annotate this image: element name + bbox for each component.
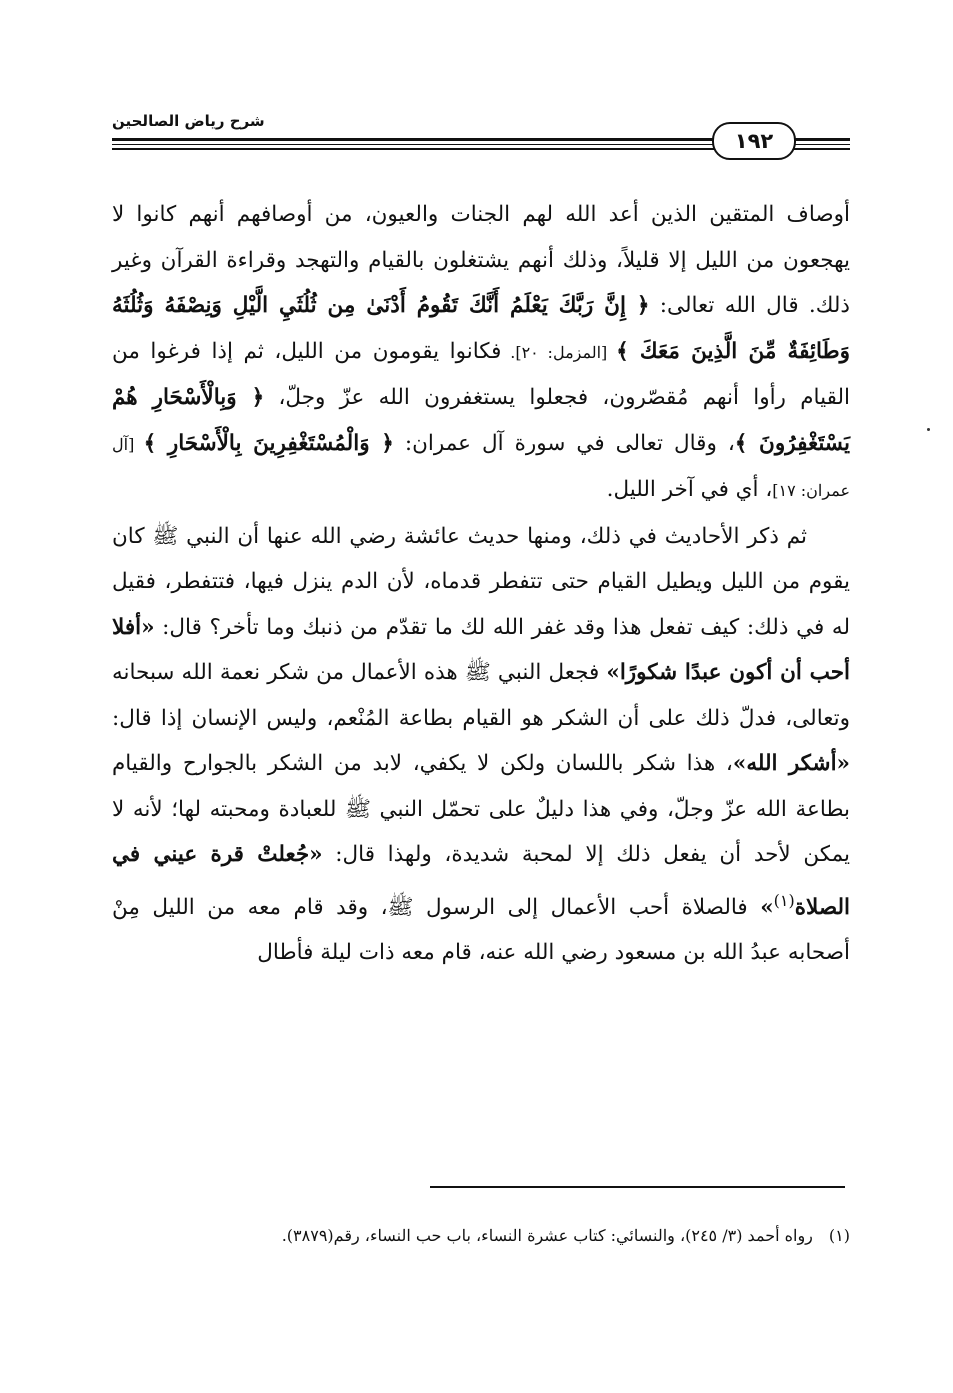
text-run: أوصاف المتقين الذين أعد الله لهم الجنات والعيون، من أوصافهم أنهم كانوا لا يهجعون من الليل إلا قليلاً، وذلك أنهم يشتغلون بالقيام والتهجد وقراءة القرآن وغير ذلك. قال الله تعالى: <box>112 202 850 318</box>
text-run: فجعل النبي ﷺ هذه الأعمال من شكر نعمة الله سبحانه وتعالى، فدلّ ذلك على أن الشكر هو القيام بطاعة المُنْعم، وليس الإنسان إذا قال: <box>112 660 850 731</box>
text-run: ثم ذكر الأحاديث في ذلك، ومنها حديث عائشة رضي الله عنها أن النبي ﷺ كان يقوم من الليل ويطيل القيام حتى تتفطر قدماه، لأن الدم ينزل فيها، فتتفطر، فقيل له في ذلك: كيف تفعل هذا وقد غفر الله لك ما تقدّم من ذنبك وما تأخر؟ قال: <box>112 523 850 640</box>
hadith-quote: «جُعلتْ قرة عيني في الصلاة <box>112 842 850 920</box>
footnote-separator <box>430 1186 845 1188</box>
footnote-marker[interactable]: (١) <box>773 890 795 910</box>
page-number <box>712 122 796 160</box>
quran-verse: ﴿ إِنَّ رَبَّكَ يَعْلَمُ أَنَّكَ تَقُومُ أَدْنَىٰ مِن ثُلُثَيِ الَّيْلِ وَنِصْفَهُ وَثُلُثَهُ وَطَائِفَةٌ مِّنَ الَّذِينَ مَعَكَ ﴾ <box>112 293 850 364</box>
hadith-quote: «أشكر الله» <box>732 751 850 776</box>
text-run: ، أي في آخر الليل. <box>606 477 773 502</box>
hadith-quote-end: » <box>760 894 774 920</box>
main-text <box>112 192 850 976</box>
paragraph <box>112 192 850 514</box>
page-header <box>112 104 850 164</box>
text-run: ، وقال تعالى في سورة آل عمران: <box>393 430 735 456</box>
quran-verse: ﴿ وَبِالْأَسْحَارِ هُمْ يَسْتَغْفِرُونَ ﴾ <box>112 385 850 456</box>
paragraph <box>112 514 850 976</box>
text-run: فالصلاة أحب الأعمال إلى الرسول ﷺ، وقد قام معه من الليل مِنْ أصحابه عبدُ الله بن مسعود رضي الله عنه، قام معه ذات ليلة فأطال <box>112 894 850 966</box>
footnote <box>250 1226 850 1245</box>
hadith-quote: «أفلا أحب أن أكون عبدًا شكورًا» <box>112 614 851 685</box>
margin-speck <box>927 428 930 431</box>
footnote-number: (١) <box>828 1226 850 1245</box>
text-run: فكانوا يقومون من الليل، ثم إذا فرغوا من القيام رأوا أنهم مُقصّرون، فجعلوا يستغفرون الله عزّ وجلّ، <box>112 338 850 410</box>
verse-reference: [المزمل: ٢٠]. <box>501 342 617 362</box>
footnote-text: رواه أحمد (٣/ ٢٤٥)، والنسائي: كتاب عشرة النساء، باب حب النساء، رقم(٣٨٧٩). <box>281 1226 813 1245</box>
page-number-text: ١٩٢ <box>734 129 774 153</box>
text-run: ، هذا شكر باللسان ولكن لا يكفي، لابد من الشكر بالجوارح والقيام بطاعة الله عزّ وجلّ، وفي هذا دليلٌ على تحمّل النبي ﷺ للعبادة ومحبته لها؛ لأنه لا يمكن لأحد أن يفعل ذلك إلا لمحبة شديدة، ولهذا قال: <box>112 751 850 867</box>
running-title: شرح رياض الصالحين <box>112 112 265 130</box>
quran-verse: ﴿ وَالْمُسْتَغْفِرِينَ بِالْأَسْحَارِ ﴾ <box>143 430 394 456</box>
verse-reference: [آل عمران: ١٧] <box>112 434 850 500</box>
